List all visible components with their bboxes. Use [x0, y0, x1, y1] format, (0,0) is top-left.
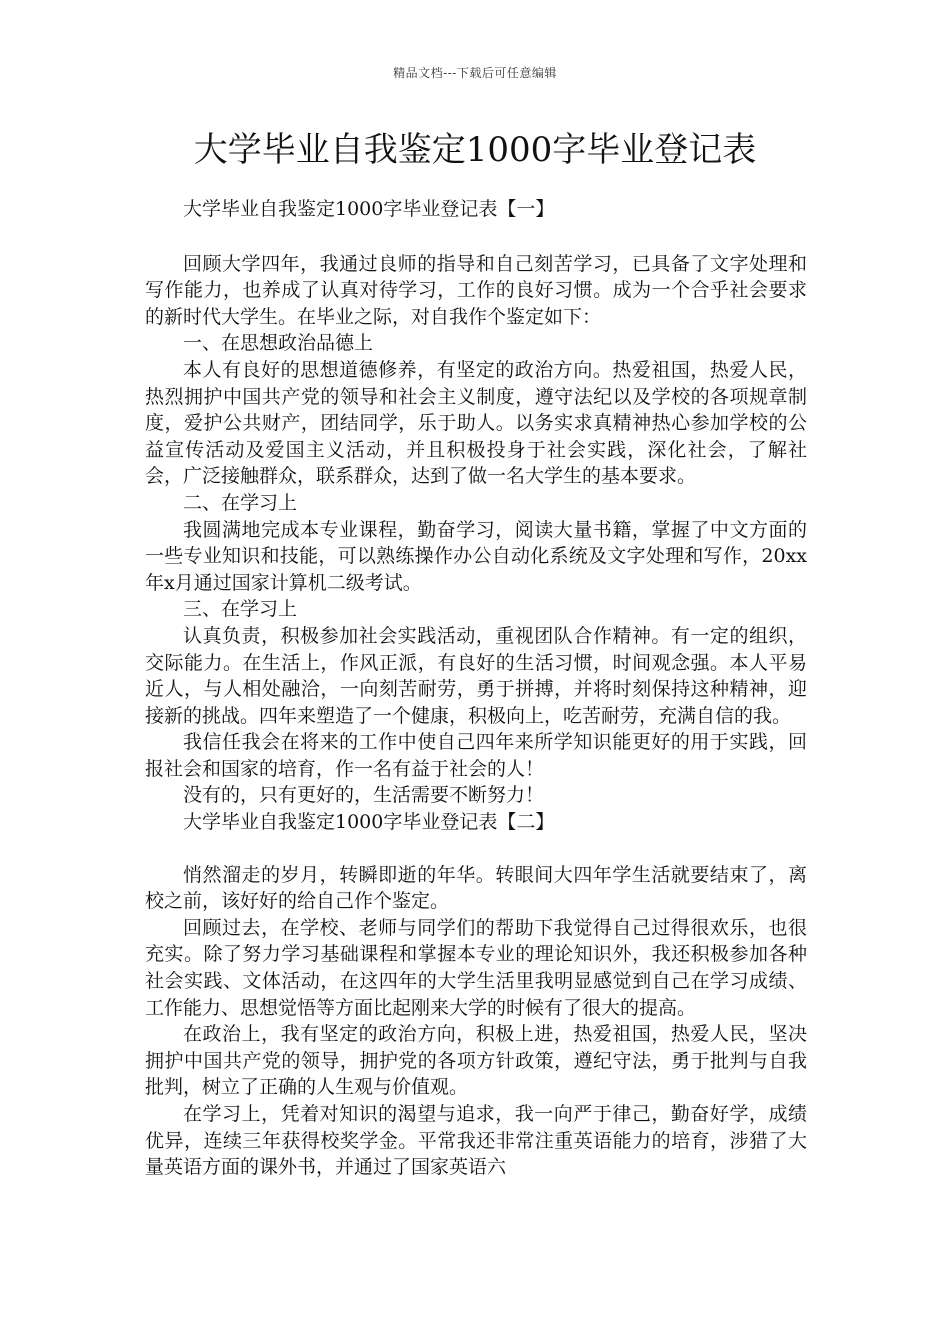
section-2-paragraph: 在政治上，我有坚定的政治方向，积极上进，热爱祖国，热爱人民，坚决拥护中国共产党的领导，拥护党的各项方针政策，遵纪守法，勇于批判与自我批判，树立了正确的人生观与价值观。: [145, 1023, 807, 1099]
section-1-paragraph: 认真负责，积极参加社会实践活动，重视团队合作精神。有一定的组织，交际能力。在生活上，作风正派，有良好的生活习惯，时间观念强。本人平易近人，与人相处融洽，一向刻苦耐劳，勇于拼搏，并将时刻保持这种精神，迎接新的挑战。四年来塑造了一个健康，积极向上，吃苦耐劳，充满自信的我。: [145, 624, 807, 727]
section-1-paragraph: 回顾大学四年，我通过良师的指导和自己刻苦学习，已具备了文字处理和写作能力，也养成了认真对待学习，工作的良好习惯。成为一个合乎社会要求的新时代大学生。在毕业之际，对自我作个鉴定如下：: [145, 252, 807, 328]
section-1-paragraph: 本人有良好的思想道德修养，有坚定的政治方向。热爱祖国，热爱人民，热烈拥护中国共产党的领导和社会主义制度，遵守法纪以及学校的各项规章制度，爱护公共财产，团结同学，乐于助人。以务实求真精神热心参加学校的公益宣传活动及爱国主义活动，并且积极投身于社会实践，深化社会，了解社会，广泛接触群众，联系群众，达到了做一名大学生的基本要求。: [145, 358, 807, 488]
section-1-subheading: 二、在学习上: [183, 491, 298, 514]
section-2-paragraph: 回顾过去，在学校、老师与同学们的帮助下我觉得自己过得很欢乐，也很充实。除了努力学习基础课程和掌握本专业的理论知识外，我还积极参加各种社会实践、文体活动，在这四年的大学生活里我明显感觉到自己在学习成绩、工作能力、思想觉悟等方面比起刚来大学的时候有了很大的提高。: [145, 916, 807, 1019]
section-1-paragraph: 没有的，只有更好的，生活需要不断努力！: [183, 784, 545, 807]
document-title: 大学毕业自我鉴定1000字毕业登记表: [193, 130, 757, 170]
section-1-paragraph: 我信任我会在将来的工作中使自己四年来所学知识能更好的用于实践，回报社会和国家的培育，作一名有益于社会的人！: [145, 731, 807, 780]
section-1-paragraph: 我圆满地完成本专业课程，勤奋学习，阅读大量书籍，掌握了中文方面的一些专业知识和技能，可以熟练操作办公自动化系统及文字处理和写作，20xx年x月通过国家计算机二级考试。: [145, 518, 807, 594]
header-note: 精品文档---下载后可任意编辑: [393, 66, 557, 80]
section-2-paragraph: 悄然溜走的岁月，转瞬即逝的年华。转眼间大四年学生活就要结束了，离校之前，该好好的给自己作个鉴定。: [145, 863, 807, 913]
section-1-heading: 大学毕业自我鉴定1000字毕业登记表【一】: [183, 198, 555, 220]
document-body: [145, 196, 807, 1181]
section-2-paragraph: 在学习上，凭着对知识的渴望与追求，我一向严于律己，勤奋好学，成绩优异，连续三年获得校奖学金。平常我还非常注重英语能力的培育，涉猎了大量英语方面的课外书，并通过了国家英语六: [145, 1103, 807, 1179]
section-2-heading: 大学毕业自我鉴定1000字毕业登记表【二】: [183, 811, 555, 834]
section-1-subheading: 三、在学习上: [183, 598, 298, 621]
section-1-subheading: 一、在思想政治品德上: [183, 332, 374, 355]
